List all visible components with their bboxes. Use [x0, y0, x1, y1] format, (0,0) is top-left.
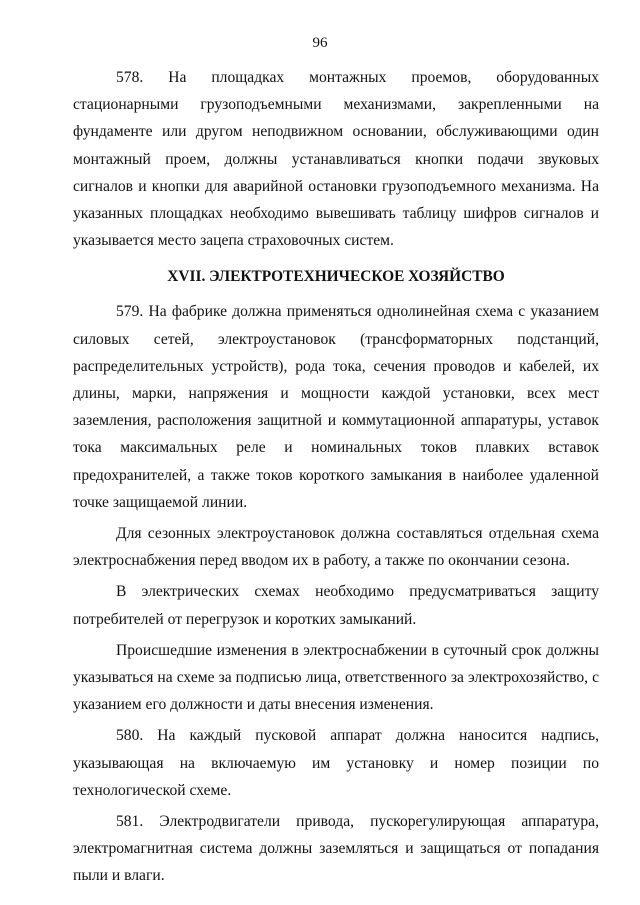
paragraph-electrical-schemes: В электрических схемах необходимо предусматриваться защиту потребителей от перегрузок и коротких замыканий.	[73, 583, 599, 628]
paragraph-579: 579. На фабрике должна применяться однолинейная схема с указанием силовых сетей, электроустановок (трансформаторных подстанций, распределительных устройств), рода тока, сечения проводов и кабелей, их длины, марки, напряжения и мощности каждой установки, всех мест заземления, расположения защитной и коммутационной аппаратуры, уставок тока максимальных реле и номинальных токов плавких вставок предохранителей, а также токов короткого замыкания в наиболее удаленной точке защищаемой линии.	[73, 303, 599, 511]
paragraph-580: 580. На каждый пусковой аппарат должна наносится надпись, указывающая на включаемую им установку и номер позиции по технологической схеме.	[73, 727, 599, 799]
paragraph-seasonal-installations: Для сезонных электроустановок должна составляться отдельная схема электроснабжения перед вводом их в работу, а также по окончании сезона.	[73, 525, 599, 570]
document-body	[73, 64, 599, 890]
paragraph-581: 581. Электродвигатели привода, пускорегулирующая аппаратура, электромагнитная система должны заземляться и защищаться от попадания пыли и влаги.	[73, 813, 599, 885]
page-number: 96	[312, 35, 328, 51]
paragraph-scheme-changes: Происшедшие изменения в электроснабжении в суточный срок должны указываться на схеме за подписью лица, ответственного за электрохозяйство, с указанием его должности и даты внесения изменения.	[73, 641, 599, 714]
paragraph-578: 578. На площадках монтажных проемов, оборудованных стационарными грузоподъемными механизмами, закрепленными на фундаменте или другом неподвижном основании, обслуживающими один монтажный проем, должны устанавливаться кнопки подачи звуковых сигналов и кнопки для аварийной остановки грузоподъемного механизма. На указанных площадках необходимо вывешивать таблицу шифров сигналов и указывается место зацепа страховочных систем.	[73, 69, 599, 250]
section-heading: XVII. ЭЛЕКТРОТЕХНИЧЕСКОЕ ХОЗЯЙСТВО	[167, 268, 505, 286]
